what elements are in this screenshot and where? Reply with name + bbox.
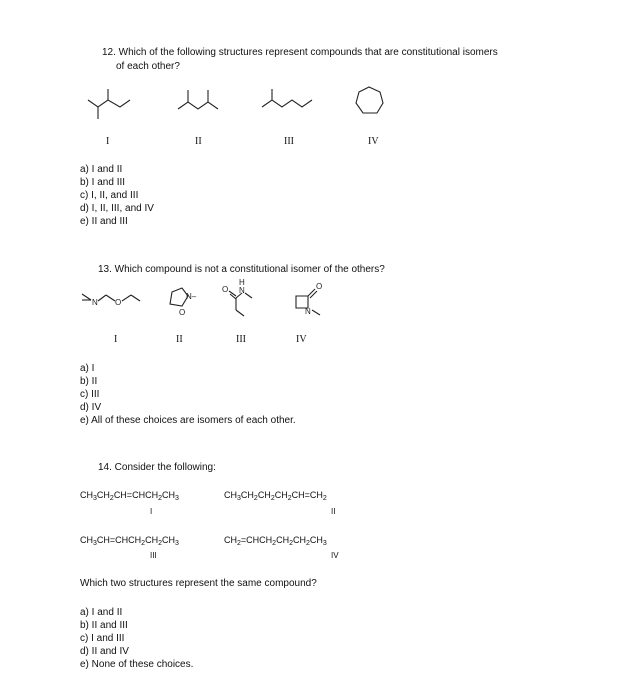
- q12-label-4: IV: [368, 136, 379, 147]
- q14-label-2: II: [331, 507, 336, 516]
- q13-structure-4: [288, 282, 338, 326]
- q12-question-line1: 12. Which of the following structures represent compounds that are constitutional isomers: [102, 47, 498, 58]
- q13-options: [80, 362, 296, 427]
- q13-s2-nitrogen: N–: [186, 292, 197, 301]
- q12-options: [80, 163, 154, 228]
- q12-label-3: III: [284, 136, 294, 147]
- q14-option-e[interactable]: e) None of these choices.: [80, 659, 194, 670]
- q12-question-line2: of each other?: [116, 61, 180, 72]
- q13-option-d[interactable]: d) IV: [80, 402, 102, 413]
- q14-label-4: IV: [331, 551, 339, 560]
- q14-label-1: I: [150, 507, 153, 516]
- q13-label-4: IV: [296, 334, 307, 345]
- q13-s1-oxygen: O: [115, 298, 122, 307]
- q14-formula-4: $CH_2=CHCH_2CH_2CH_2CH_3$: [224, 535, 327, 547]
- q12-label-2: II: [195, 136, 202, 147]
- q12-structure-3: [258, 85, 328, 125]
- q14-formula-3: $CH_3CH=CHCH_2CH_2CH_3$: [80, 535, 179, 547]
- q13-label-1: I: [114, 334, 118, 345]
- q13-s1-nitrogen: N: [92, 298, 98, 307]
- q13-s3-hydrogen: H: [239, 278, 245, 287]
- q14-question: 14. Consider the following:: [98, 462, 216, 473]
- q13-structure-2: [162, 282, 222, 322]
- q13-s2-oxygen: O: [179, 308, 186, 317]
- q12-option-b[interactable]: b) I and III: [80, 177, 126, 188]
- q13-option-c[interactable]: c) III: [80, 389, 100, 400]
- q12-option-e[interactable]: e) II and III: [80, 216, 128, 227]
- q13-label-2: II: [176, 334, 183, 345]
- q13-structure-1: [78, 288, 158, 318]
- q13-s4-oxygen: O: [316, 282, 323, 291]
- q13-option-b[interactable]: b) II: [80, 376, 98, 387]
- q14-label-3: III: [150, 551, 157, 560]
- q13-option-a[interactable]: a) I: [80, 363, 95, 374]
- q14-formula-2: $CH_3CH_2CH_2CH_2CH=CH_2$: [224, 490, 327, 502]
- q14-options: [80, 606, 193, 671]
- q14-option-b[interactable]: b) II and III: [80, 620, 128, 631]
- q12-structure-2: [172, 85, 232, 125]
- q14-option-a[interactable]: a) I and II: [80, 607, 123, 618]
- q14-option-c[interactable]: c) I and III: [80, 633, 125, 644]
- q14-option-d[interactable]: d) II and IV: [80, 646, 129, 657]
- q13-s4-nitrogen: N: [305, 307, 311, 316]
- q12-label-1: I: [106, 136, 110, 147]
- q12-structure-4: [350, 83, 390, 123]
- q12-structure-1: [80, 85, 140, 125]
- q13-s3-oxygen: O: [222, 285, 229, 294]
- q13-structure-3: [220, 278, 280, 326]
- q13-s3-nitrogen: N: [239, 286, 245, 295]
- q13-question: 13. Which compound is not a constitutional isomer of the others?: [98, 264, 385, 275]
- q14-question2: Which two structures represent the same compound?: [80, 578, 317, 589]
- q12-option-d[interactable]: d) I, II, III, and IV: [80, 203, 154, 214]
- q12-option-c[interactable]: c) I, II, and III: [80, 190, 139, 201]
- q13-label-3: III: [236, 334, 246, 345]
- q14-formula-1: $CH_3CH_2CH=CHCH_2CH_3$: [80, 490, 179, 502]
- q12-option-a[interactable]: a) I and II: [80, 164, 123, 175]
- q13-option-e[interactable]: e) All of these choices are isomers of each other.: [80, 415, 296, 426]
